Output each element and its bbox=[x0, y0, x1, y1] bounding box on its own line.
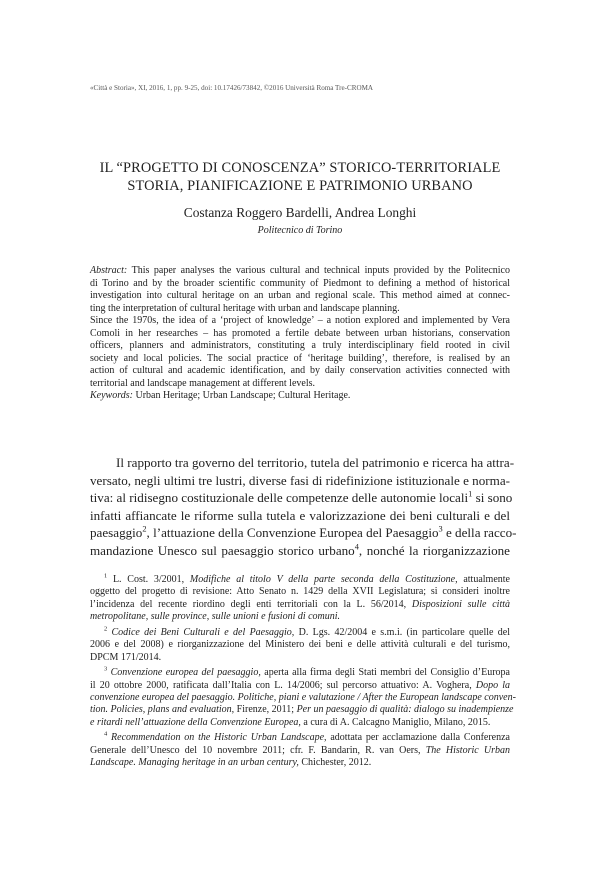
body-line-text: si sono bbox=[472, 490, 513, 506]
footnote-line bbox=[90, 574, 510, 586]
footnote-line bbox=[90, 732, 510, 744]
page bbox=[90, 0, 517, 872]
abstract-line: ting the interpretation of cultural heritage with urban and landscape planning. bbox=[90, 302, 400, 314]
footnote-text: D. Lgs. 42/2004 e s.m.i. (in particolare quelle del bbox=[294, 626, 510, 638]
abstract-paragraph-2 bbox=[90, 315, 510, 390]
footnote-text: Chichester, 2012. bbox=[298, 757, 372, 769]
abstract-line: Since the 1970s, the idea of a ‘project of knowledge’ – a notion explored and implemented by Vera bbox=[90, 315, 510, 326]
footnote-line: DPCM 171/2014. bbox=[90, 651, 162, 663]
running-head: «Città e Storia», XI, 2016, 1, pp. 9-25, doi: 10.17426/73842, ©2016 Università Roma Tre-CROMA bbox=[90, 84, 374, 92]
footnote-line: 2006 e del 2008) e riorganizzazione del Ministero dei beni e delle attività culturali e del turismo, bbox=[90, 639, 510, 651]
footnote-text: attualmente bbox=[457, 574, 510, 585]
body-line-text: , l’attuazione della Convenzione Europea del Paesaggio bbox=[146, 525, 439, 541]
abstract-line: society and local policies. The social practice of ‘heritage building’, therefore, is realised by an bbox=[90, 352, 510, 364]
body-text bbox=[90, 454, 517, 560]
footnote-italic: Dopo la bbox=[475, 679, 510, 691]
body-line-text: mandazione Unesco sul paesaggio storico urbano bbox=[90, 542, 355, 558]
keywords-text: Urban Heritage; Urban Landscape; Cultural Heritage. bbox=[132, 390, 351, 401]
footnote-italic: Recommendation on the Historic Urban Landscape, bbox=[111, 732, 327, 744]
footnote-ref[interactable]: 2 bbox=[142, 525, 147, 535]
footnote-italic: e ritardi nell’attuazione della Convenzione Europea, bbox=[90, 716, 301, 728]
footnote-text: a cura di A. Calcagno Maniglio, Milano, 2015. bbox=[300, 716, 491, 728]
footnote-number: 2 bbox=[104, 625, 108, 633]
footnote-italic: Convenzione europea del paesaggio, bbox=[110, 667, 261, 679]
footnote-text: aperta alla firma degli Stati membri del Consiglio d’Europa bbox=[260, 667, 510, 679]
body-line-text: paesaggio bbox=[90, 525, 143, 541]
footnote-line bbox=[90, 692, 516, 704]
keywords-label: Keywords: bbox=[90, 390, 133, 401]
footnote-text: l’incidenza del recente riordino degli enti territoriali con la L. 56/2014, bbox=[90, 598, 412, 610]
body-line-text: e della racco- bbox=[442, 525, 517, 541]
body-line-text: , nonché la riorganizzazione bbox=[358, 542, 510, 558]
body-line: Il rapporto tra governo del territorio, tutela del patrimonio e ricerca ha attra- bbox=[116, 455, 515, 470]
title-line-1: IL “PROGETTO DI CONOSCENZA” STORICO-TERRITORIALE bbox=[99, 160, 501, 176]
abstract-line: investigation into cultural heritage on an urban and regional scale. This method aimed at connec- bbox=[90, 290, 510, 301]
article-title bbox=[90, 159, 510, 195]
affiliation: Politecnico di Torino bbox=[257, 225, 343, 236]
body-line bbox=[90, 542, 510, 560]
footnote-italic: Codice dei Beni Culturali e del Paesaggio, bbox=[111, 626, 295, 638]
footnote-italic: Landscape. Managing heritage in an urban century, bbox=[90, 757, 299, 769]
footnote-italic: tion. Policies, plans and evaluation, bbox=[90, 704, 235, 716]
footnote-text: Firenze, 2011; bbox=[234, 704, 297, 716]
abstract bbox=[90, 265, 510, 403]
abstract-label: Abstract: bbox=[90, 265, 128, 276]
footnote-line bbox=[90, 717, 510, 729]
keywords bbox=[90, 390, 510, 403]
footnote-italic: convenzione europea del paesaggio. Politiche, piani e valutazione / After the European landscape conven- bbox=[90, 692, 516, 704]
footnote-number: 3 bbox=[104, 665, 108, 673]
abstract-line: officers, planners and administrators, constituting a truly interdisciplinary field rooted in civil bbox=[90, 340, 510, 351]
abstract-line: action of cultural and academic identification, and by daily conservation activities connected with bbox=[90, 365, 510, 376]
footnote-line bbox=[90, 667, 510, 679]
footnote-line bbox=[90, 704, 514, 716]
footnote-3 bbox=[90, 665, 516, 729]
abstract-line bbox=[90, 265, 510, 278]
footnote-line bbox=[90, 611, 510, 623]
footnote-italic: Per un paesaggio di qualità: dialogo su inadempienze bbox=[296, 704, 514, 716]
footnote-italic: Modifiche al titolo V della parte seconda della Costituzione, bbox=[189, 574, 458, 585]
abstract-line: territorial and landscape management at different levels. bbox=[90, 377, 315, 389]
footnote-text: L. Cost. 3/2001, bbox=[107, 574, 190, 585]
authors: Costanza Roggero Bardelli, Andrea Longhi bbox=[183, 205, 417, 220]
footnote-line bbox=[90, 627, 510, 639]
abstract-line: di Torino and by the broader scientific community of Piedmont to defining a method of historical bbox=[90, 277, 510, 289]
footnote-1 bbox=[90, 574, 510, 624]
footnote-text: il 20 ottobre 2000, ratificata dall’Italia con L. 14/2006; sul percorso attuativo: A. Voghera, bbox=[90, 679, 476, 691]
footnote-text: Generale dell’Unesco del 10 novembre 2011; cfr. F. Bandarin, R. van Oers, bbox=[90, 744, 426, 756]
body-line: infatti affiancate le riforme sulla tutela e valorizzazione dei beni culturali e del bbox=[90, 507, 510, 523]
footnote-italic: Disposizioni sulle città bbox=[411, 598, 510, 610]
footnote-line bbox=[90, 599, 510, 611]
footnote-line bbox=[90, 680, 510, 692]
footnote-italic: metropolitane, sulle province, sulle unioni e fusioni di comuni. bbox=[90, 611, 341, 623]
keywords-line bbox=[90, 390, 510, 403]
abstract-text: This paper analyses the various cultural and technical inputs provided by the Politecnico bbox=[127, 265, 510, 276]
footnote-number: 4 bbox=[104, 731, 108, 739]
footnote-ref[interactable]: 3 bbox=[438, 525, 443, 535]
footnote-line bbox=[90, 757, 510, 769]
body-line: versato, negli ultimi tre lustri, diverse fasi di ridefinizione istituzionale e norma- bbox=[90, 472, 510, 488]
footnote-4 bbox=[90, 732, 510, 769]
body-line bbox=[90, 489, 513, 507]
footnote-ref[interactable]: 1 bbox=[468, 489, 473, 499]
footnote-text: adottata per acclamazione dalla Conferenza bbox=[326, 732, 510, 744]
abstract-line: Comoli in her researches – has promoted a fertile debate between urban historians, conservation bbox=[90, 327, 510, 339]
body-line bbox=[90, 524, 517, 542]
footnotes bbox=[90, 572, 516, 773]
footnote-italic: The Historic Urban bbox=[425, 744, 510, 756]
body-line-text: tiva: al ridisegno costituzionale delle competenze delle autonomie locali bbox=[90, 490, 469, 506]
abstract-paragraph-1 bbox=[90, 265, 510, 315]
title-line-2: STORIA, PIANIFICAZIONE E PATRIMONIO URBANO bbox=[127, 178, 473, 194]
footnote-number: 1 bbox=[104, 572, 108, 580]
footnote-2 bbox=[90, 627, 510, 664]
footnote-ref[interactable]: 4 bbox=[354, 542, 359, 552]
footnote-line: oggetto del progetto di revisione: Atto Senato n. 1429 della XVII Legislatura; si consideri inoltre bbox=[90, 586, 510, 598]
footnote-line bbox=[90, 745, 510, 757]
